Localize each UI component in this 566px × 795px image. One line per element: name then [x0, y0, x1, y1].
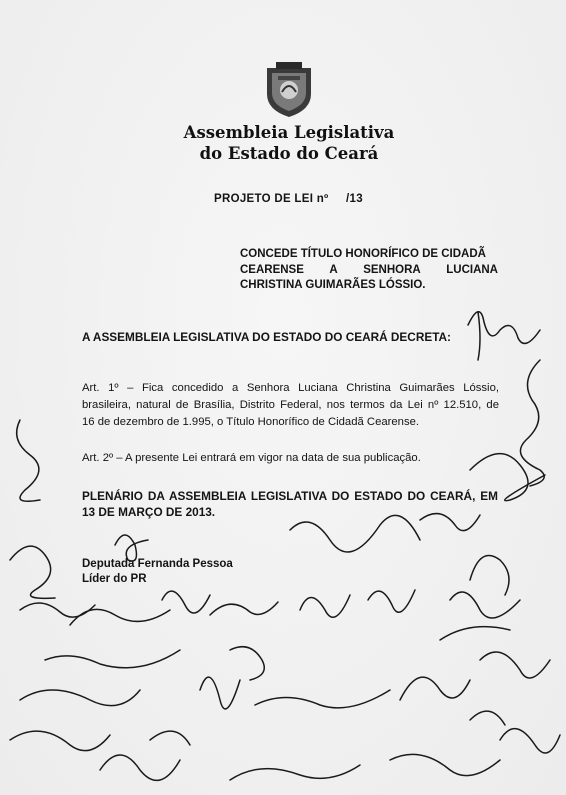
signature-stroke — [17, 420, 40, 501]
signature-stroke — [10, 731, 110, 751]
signature-stroke — [20, 690, 140, 706]
ementa-word: CEARENSE — [240, 263, 304, 276]
signature-stroke — [45, 650, 180, 668]
enacting-clause: A ASSEMBLEIA LEGISLATIVA DO ESTADO DO CEARÁ DECRETA: — [82, 330, 451, 344]
plenary-date — [82, 489, 498, 520]
signature-stroke — [200, 677, 240, 709]
signature-stroke — [368, 590, 415, 612]
article-1-line-1: Art. 1º – Fica concedido a Senhora Luciana Christina Guimarães Lóssio, — [82, 382, 499, 394]
signature-stroke — [20, 603, 95, 617]
article-1 — [82, 380, 499, 431]
signature-stroke — [210, 602, 278, 615]
ementa-word: A — [329, 263, 338, 276]
signature-stroke — [10, 546, 55, 598]
signature-stroke — [100, 755, 180, 780]
signature-stroke — [300, 595, 350, 617]
signature-stroke — [450, 592, 520, 618]
author-role: Líder do PR — [82, 573, 147, 585]
signature-stroke — [230, 647, 264, 680]
signature-stroke — [470, 711, 505, 725]
ementa-line-2 — [240, 263, 498, 279]
signature-stroke — [70, 609, 170, 625]
signature-stroke — [520, 360, 544, 486]
institution-line-2: do Estado do Ceará — [199, 144, 379, 163]
article-1-line-2: brasileira, natural de Brasília, Distrito Federal, nos termos da Lei nº 12.510, de — [82, 399, 499, 411]
signature-stroke — [150, 731, 190, 745]
plenary-line-2: 13 DE MARÇO DE 2013. — [82, 504, 216, 519]
signature-stroke — [400, 677, 470, 700]
ementa-word: LUCIANA — [446, 263, 498, 276]
state-coat-of-arms-logo — [262, 60, 316, 118]
signature-stroke — [390, 754, 500, 775]
signature-stroke — [478, 312, 480, 360]
institution-name — [150, 122, 428, 164]
signature-stroke — [440, 627, 510, 640]
signature-stroke — [470, 556, 509, 596]
signature-stroke — [162, 591, 210, 613]
ementa-line-3: CHRISTINA GUIMARÃES LÓSSIO. — [240, 279, 426, 291]
bill-title: PROJETO DE LEI nº /13 — [214, 193, 363, 205]
signature-stroke — [480, 652, 550, 678]
author-name: Deputada Fernanda Pessoa — [82, 558, 233, 570]
signature-stroke — [230, 765, 360, 780]
author-block — [82, 557, 233, 587]
signature-stroke — [290, 515, 420, 552]
article-2: Art. 2º – A presente Lei entrará em vigor na data de sua publicação. — [82, 452, 421, 464]
signature-stroke — [255, 690, 390, 708]
institution-line-1: Assembleia Legislativa — [183, 123, 395, 142]
bill-ementa — [240, 247, 498, 294]
ementa-word: SENHORA — [363, 263, 421, 276]
signature-stroke — [468, 312, 540, 344]
signature-stroke — [500, 729, 560, 753]
ementa-line-1: CONCEDE TÍTULO HONORÍFICO DE CIDADÃ — [240, 248, 486, 260]
article-1-line-3: 16 de dezembro de 1.995, o Título Honorífico de Cidadã Cearense. — [82, 416, 420, 428]
plenary-line-1: PLENÁRIO DA ASSEMBLEIA LEGISLATIVA DO ESTADO DO CEARÁ, EM — [82, 489, 498, 503]
